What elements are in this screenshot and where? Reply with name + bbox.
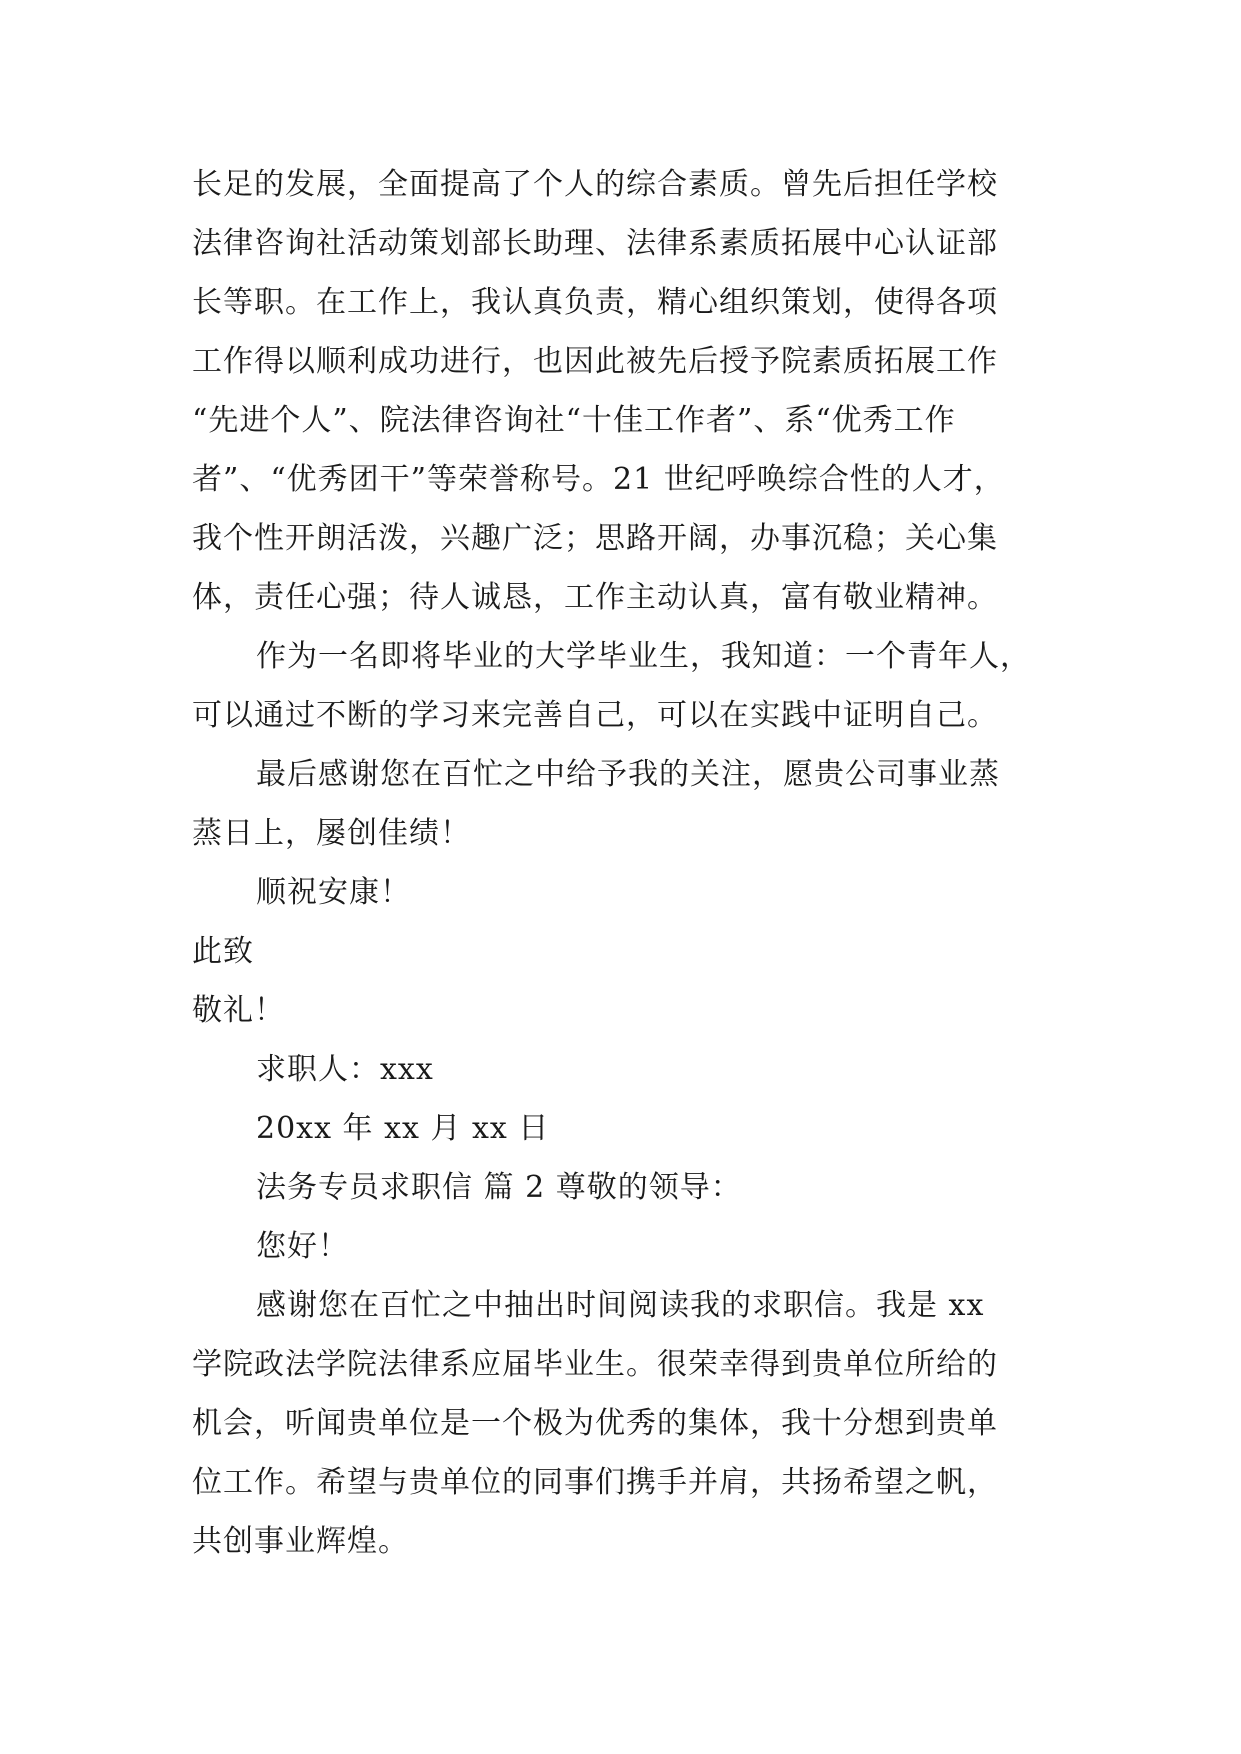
text-line: 您好！ xyxy=(256,1229,349,1264)
text-line: 长足的发展，全面提高了个人的综合素质。曾先后担任学校 xyxy=(192,167,998,202)
text-line: 20xx 年 xx 月 xx 日 xyxy=(256,1111,550,1146)
text-line: 长等职。在工作上，我认真负责，精心组织策划，使得各项 xyxy=(192,285,998,320)
text-line: 顺祝安康！ xyxy=(256,875,411,910)
text-line: 共创事业辉煌。 xyxy=(192,1524,409,1559)
text-line: 求职人：xxx xyxy=(256,1052,434,1087)
text-line: 法务专员求职信 篇 2 尊敬的领导： xyxy=(256,1170,742,1205)
text-line: 我个性开朗活泼，兴趣广泛；思路开阔，办事沉稳；关心集 xyxy=(192,521,998,556)
text-line: 敬礼！ xyxy=(192,993,285,1028)
text-line: 蒸日上，屡创佳绩！ xyxy=(192,816,471,851)
text-line: 工作得以顺利成功进行，也因此被先后授予院素质拓展工作 xyxy=(192,344,998,379)
text-line: 学院政法学院法律系应届毕业生。很荣幸得到贵单位所给的 xyxy=(192,1347,998,1382)
text-line: 体，责任心强；待人诚恳，工作主动认真，富有敬业精神。 xyxy=(192,580,998,615)
text-line: 此致 xyxy=(192,934,254,969)
text-line: 可以通过不断的学习来完善自己，可以在实践中证明自己。 xyxy=(192,698,998,733)
text-line: 法律咨询社活动策划部长助理、法律系素质拓展中心认证部 xyxy=(192,226,998,261)
text-line: “先进个人”、院法律咨询社“十佳工作者”、系“优秀工作 xyxy=(192,403,956,438)
text-line: 感谢您在百忙之中抽出时间阅读我的求职信。我是 xx xyxy=(256,1288,985,1323)
text-line: 位工作。希望与贵单位的同事们携手并肩，共扬希望之帆， xyxy=(192,1465,998,1500)
text-line: 者”、“优秀团干”等荣誉称号。21 世纪呼唤综合性的人才， xyxy=(192,462,1005,497)
text-line: 作为一名即将毕业的大学毕业生，我知道：一个青年人， xyxy=(256,639,1031,674)
text-line: 最后感谢您在百忙之中给予我的关注，愿贵公司事业蒸 xyxy=(256,757,1000,792)
text-line: 机会，听闻贵单位是一个极为优秀的集体，我十分想到贵单 xyxy=(192,1406,998,1441)
letter-body xyxy=(192,155,1072,1571)
